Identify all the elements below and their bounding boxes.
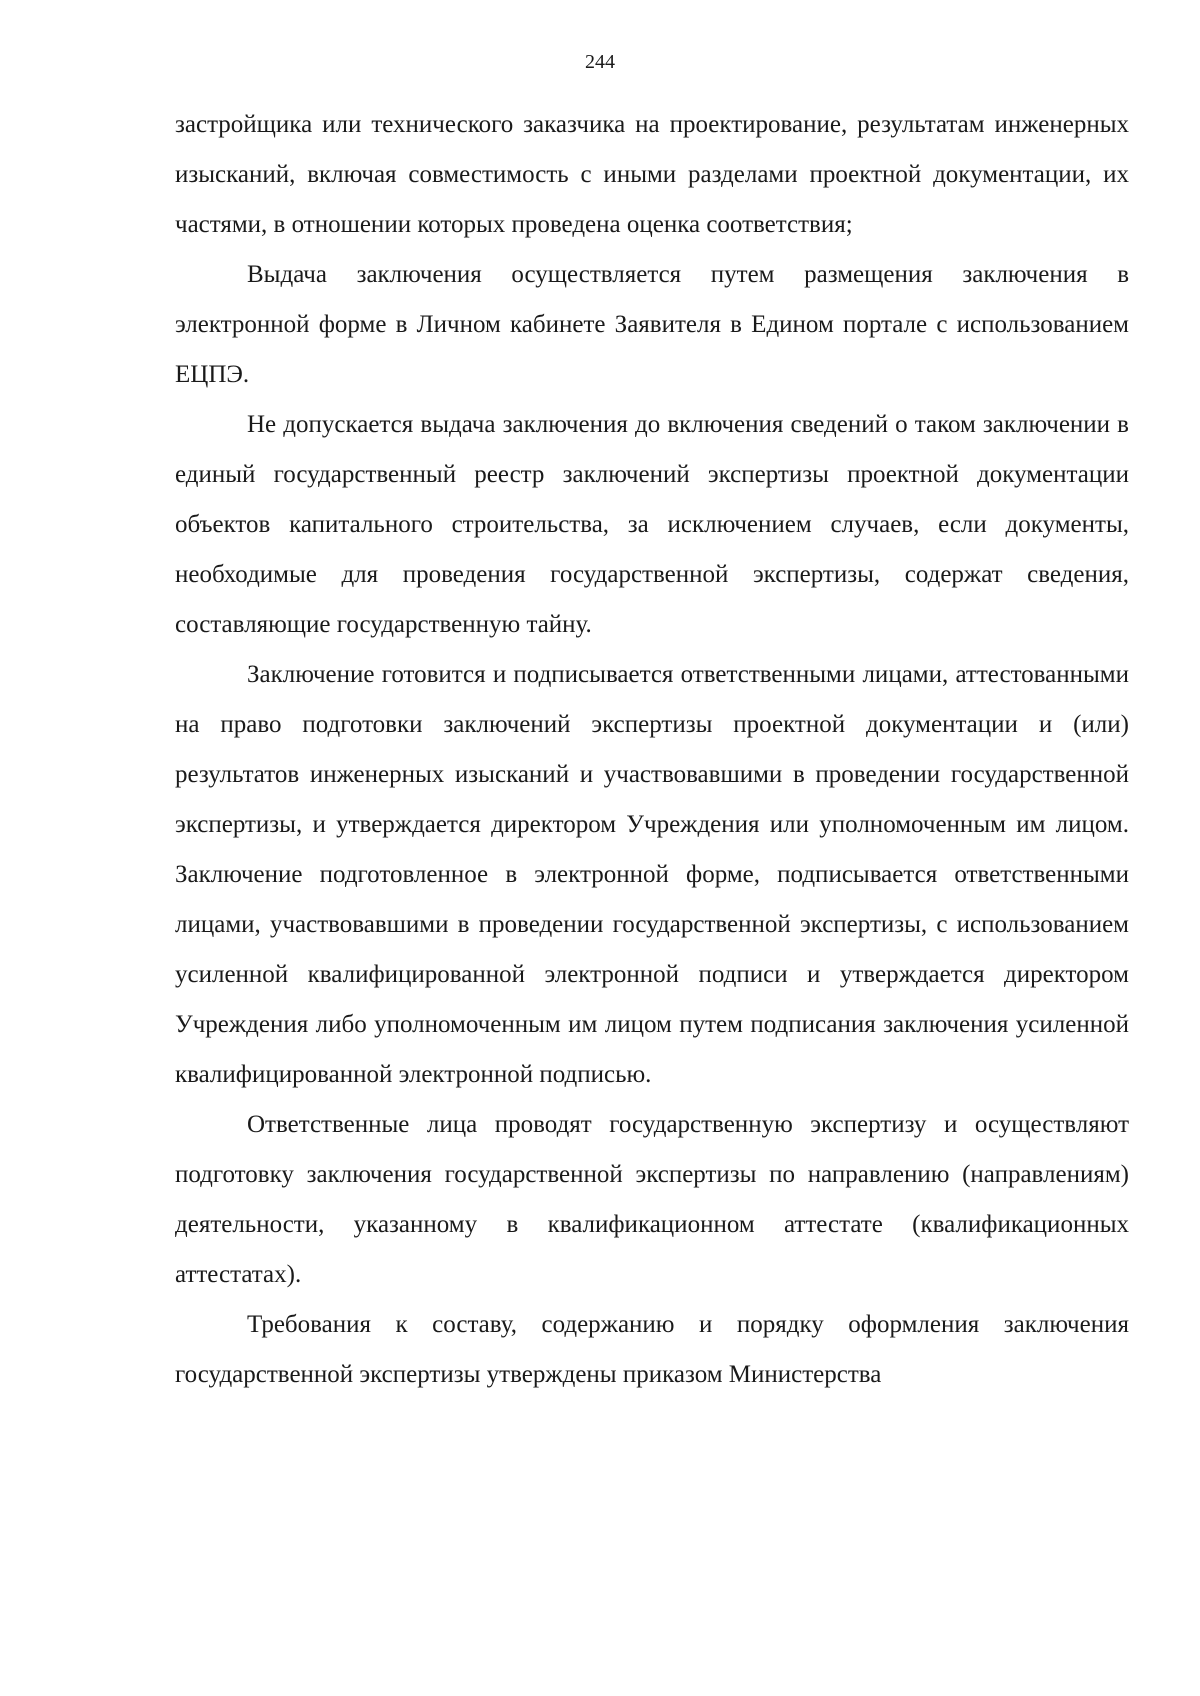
paragraph-signing-procedure: Заключение готовится и подписывается ответственными лицами, аттестованными на право подготовки заключений экспертизы проектной документации и (или) результатов инженерных изысканий и участвовавшими в проведении государственной экспертизы, и утверждается директором Учреждения или уполномоченным им лицом. Заключение подготовленное в электронной форме, подписывается ответственными лицами, участвовавшими в проведении государственной экспертизы, с использованием усиленной квалифицированной электронной подписи и утверждается директором Учреждения либо уполномоченным им лицом путем подписания заключения усиленной квалифицированной электронной подписью. [175,661,1129,1088]
paragraph-continuation: застройщика или технического заказчика на проектирование, результатам инженерных изысканий, включая совместимость с иными разделами проектной документации, их частями, в отношении которых проведена оценка соответствия; [175,111,1129,238]
paragraph-conclusion-issuance: Выдача заключения осуществляется путем размещения заключения в электронной форме в Личном кабинете Заявителя в Едином портале с использованием ЕЦПЭ. [175,261,1129,388]
document-body [175,100,1129,1400]
paragraph-responsible-persons: Ответственные лица проводят государственную экспертизу и осуществляют подготовку заключения государственной экспертизы по направлению (направлениям) деятельности, указанному в квалификационном аттестате (квалификационных аттестатах). [175,1111,1129,1288]
paragraph-registry-restriction: Не допускается выдача заключения до включения сведений о таком заключении в единый государственный реестр заключений экспертизы проектной документации объектов капитального строительства, за исключением случаев, если документы, необходимые для проведения государственной экспертизы, содержат сведения, составляющие государственную тайну. [175,411,1129,638]
paragraph-requirements: Требования к составу, содержанию и порядку оформления заключения государственной экспертизы утверждены приказом Министерства [175,1311,1129,1388]
page-number: 244 [585,51,615,73]
